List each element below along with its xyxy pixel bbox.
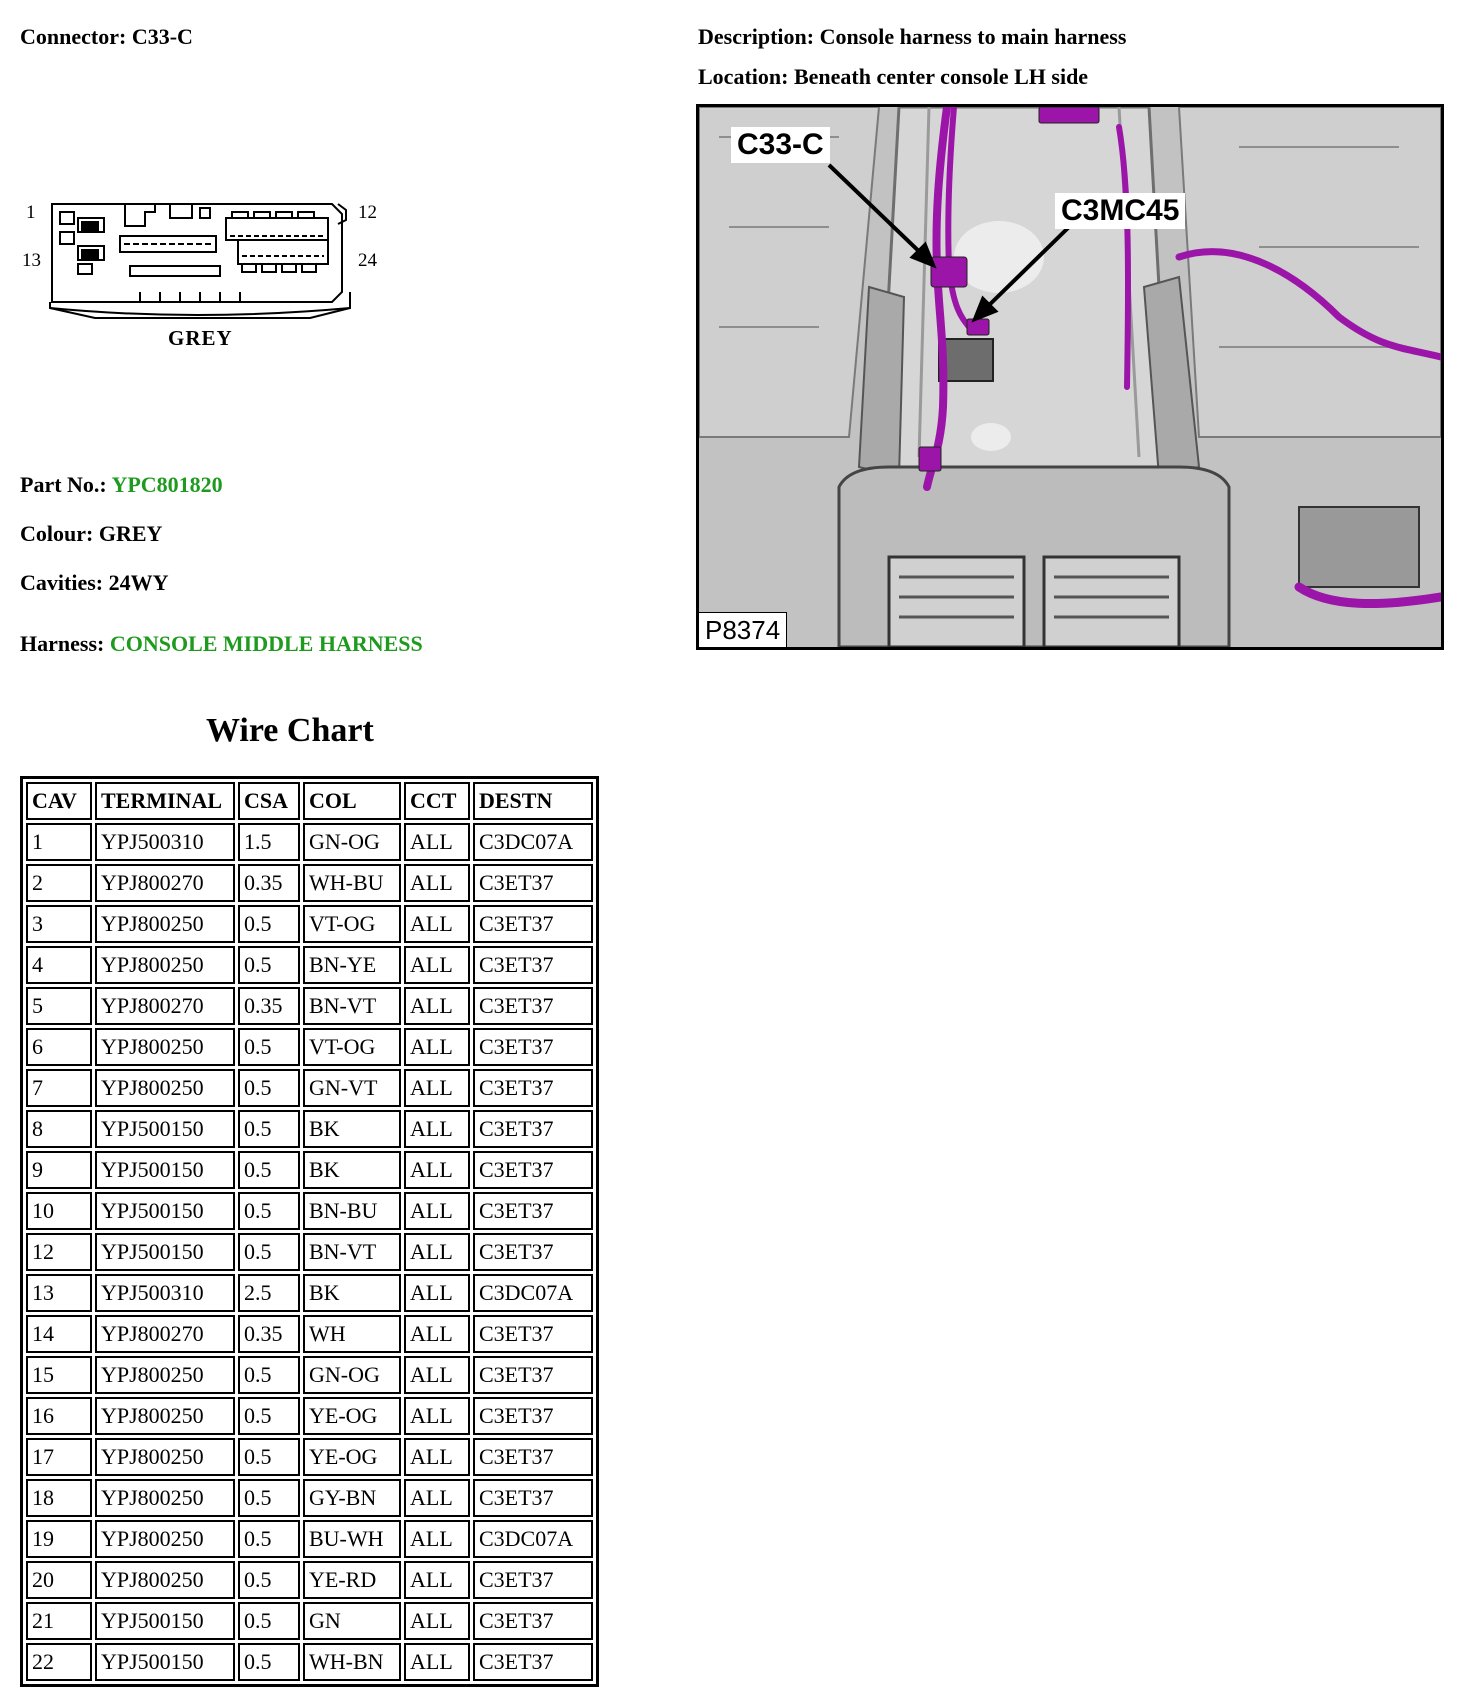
cell-destn: C3ET37	[473, 1643, 593, 1681]
cell-terminal: YPJ800250	[95, 905, 235, 943]
cell-cav: 2	[26, 864, 92, 902]
part-no-label: Part No.:	[20, 472, 107, 497]
wire-chart-body	[26, 823, 593, 1681]
cell-destn: C3DC07A	[473, 823, 593, 861]
cell-terminal: YPJ800250	[95, 1561, 235, 1599]
cell-terminal: YPJ800250	[95, 1397, 235, 1435]
cell-terminal: YPJ500150	[95, 1643, 235, 1681]
cell-cct: ALL	[404, 1233, 470, 1271]
callout-c3mc45: C3MC45	[1055, 193, 1185, 229]
cell-col: GN-OG	[303, 1356, 401, 1394]
cell-destn: C3ET37	[473, 1561, 593, 1599]
photo-reference-id: P8374	[699, 612, 787, 647]
cell-destn: C3ET37	[473, 1602, 593, 1640]
location-field	[698, 64, 1088, 90]
colour-value: GREY	[98, 521, 163, 546]
table-row	[26, 1520, 593, 1558]
pin-label-13: 13	[22, 250, 41, 271]
cell-col: BN-YE	[303, 946, 401, 984]
cell-cct: ALL	[404, 1151, 470, 1189]
cell-csa: 0.5	[238, 1602, 300, 1640]
cell-cav: 1	[26, 823, 92, 861]
table-row	[26, 1643, 593, 1681]
table-row	[26, 1069, 593, 1107]
location-photo	[696, 104, 1444, 650]
connector-value: C33-C	[131, 24, 193, 49]
table-row	[26, 1151, 593, 1189]
cell-csa: 0.35	[238, 864, 300, 902]
cell-cav: 9	[26, 1151, 92, 1189]
cell-destn: C3ET37	[473, 864, 593, 902]
cell-csa: 0.5	[238, 1233, 300, 1271]
cell-terminal: YPJ500150	[95, 1192, 235, 1230]
cell-csa: 0.5	[238, 1438, 300, 1476]
harness-field	[20, 631, 423, 657]
table-row	[26, 1028, 593, 1066]
cell-col: GN-OG	[303, 823, 401, 861]
harness-link[interactable]: CONSOLE MIDDLE HARNESS	[109, 631, 423, 656]
cell-cav: 5	[26, 987, 92, 1025]
cell-col: GN	[303, 1602, 401, 1640]
vehicle-floor-illustration	[699, 107, 1441, 647]
cell-cct: ALL	[404, 1069, 470, 1107]
cell-cct: ALL	[404, 1643, 470, 1681]
cell-csa: 0.5	[238, 905, 300, 943]
table-row	[26, 1192, 593, 1230]
cell-destn: C3ET37	[473, 987, 593, 1025]
cell-cct: ALL	[404, 1602, 470, 1640]
table-row	[26, 1397, 593, 1435]
cell-csa: 2.5	[238, 1274, 300, 1312]
cell-destn: C3ET37	[473, 1028, 593, 1066]
cell-cct: ALL	[404, 1274, 470, 1312]
cell-csa: 0.5	[238, 1520, 300, 1558]
cell-csa: 0.35	[238, 1315, 300, 1353]
cell-csa: 0.5	[238, 1028, 300, 1066]
wire-chart	[20, 776, 599, 1687]
description-value: Console harness to main harness	[819, 24, 1127, 49]
cell-cct: ALL	[404, 823, 470, 861]
cell-terminal: YPJ800250	[95, 1069, 235, 1107]
cell-col: BN-VT	[303, 1233, 401, 1271]
cell-cct: ALL	[404, 864, 470, 902]
colour-field	[20, 521, 162, 547]
cell-terminal: YPJ500150	[95, 1602, 235, 1640]
cavities-label: Cavities:	[20, 570, 104, 595]
cell-destn: C3ET37	[473, 1315, 593, 1353]
description-label: Description:	[698, 24, 815, 49]
cell-cct: ALL	[404, 1520, 470, 1558]
cell-cav: 3	[26, 905, 92, 943]
cell-csa: 0.35	[238, 987, 300, 1025]
cell-terminal: YPJ800250	[95, 946, 235, 984]
table-row	[26, 1438, 593, 1476]
cell-csa: 0.5	[238, 1069, 300, 1107]
table-row	[26, 987, 593, 1025]
cell-terminal: YPJ800270	[95, 1315, 235, 1353]
cell-cct: ALL	[404, 1479, 470, 1517]
column-header-terminal: TERMINAL	[95, 782, 235, 820]
cell-col: VT-OG	[303, 905, 401, 943]
cell-terminal: YPJ500150	[95, 1151, 235, 1189]
cell-cct: ALL	[404, 1110, 470, 1148]
cell-destn: C3ET37	[473, 946, 593, 984]
cell-terminal: YPJ500310	[95, 1274, 235, 1312]
cell-cct: ALL	[404, 1356, 470, 1394]
cell-terminal: YPJ500150	[95, 1233, 235, 1271]
cell-cav: 4	[26, 946, 92, 984]
cell-destn: C3ET37	[473, 1438, 593, 1476]
cell-cav: 18	[26, 1479, 92, 1517]
column-header-csa: CSA	[238, 782, 300, 820]
cell-cct: ALL	[404, 905, 470, 943]
cell-destn: C3ET37	[473, 1356, 593, 1394]
cell-cav: 16	[26, 1397, 92, 1435]
cell-col: BK	[303, 1110, 401, 1148]
cavities-field	[20, 570, 168, 596]
colour-label: Colour:	[20, 521, 94, 546]
cell-col: WH-BU	[303, 864, 401, 902]
cell-csa: 0.5	[238, 1192, 300, 1230]
cell-cav: 6	[26, 1028, 92, 1066]
cell-cav: 14	[26, 1315, 92, 1353]
cell-csa: 0.5	[238, 1561, 300, 1599]
table-row	[26, 1110, 593, 1148]
cell-col: VT-OG	[303, 1028, 401, 1066]
location-label: Location:	[698, 64, 789, 89]
cell-col: BN-VT	[303, 987, 401, 1025]
description-field	[698, 24, 1126, 50]
cell-csa: 0.5	[238, 1397, 300, 1435]
cavities-value: 24WY	[108, 570, 169, 595]
table-row	[26, 1233, 593, 1271]
table-row	[26, 1479, 593, 1517]
cell-terminal: YPJ800270	[95, 987, 235, 1025]
cell-cav: 21	[26, 1602, 92, 1640]
cell-terminal: YPJ800270	[95, 864, 235, 902]
part-no-link[interactable]: YPC801820	[111, 472, 223, 497]
cell-destn: C3ET37	[473, 1479, 593, 1517]
cell-col: YE-RD	[303, 1561, 401, 1599]
cell-destn: C3ET37	[473, 1233, 593, 1271]
cell-cct: ALL	[404, 1561, 470, 1599]
cell-cct: ALL	[404, 1192, 470, 1230]
location-value: Beneath center console LH side	[793, 64, 1089, 89]
cell-col: YE-OG	[303, 1438, 401, 1476]
connector-color-label: GREY	[168, 326, 233, 350]
cell-cav: 13	[26, 1274, 92, 1312]
cell-destn: C3ET37	[473, 1110, 593, 1148]
harness-label: Harness:	[20, 631, 105, 656]
connector-diagram	[20, 196, 390, 356]
cell-terminal: YPJ800250	[95, 1438, 235, 1476]
cell-cav: 7	[26, 1069, 92, 1107]
column-header-col: COL	[303, 782, 401, 820]
pin-label-12: 12	[358, 202, 377, 223]
cell-csa: 0.5	[238, 1110, 300, 1148]
table-row	[26, 823, 593, 861]
cell-cav: 19	[26, 1520, 92, 1558]
table-row	[26, 1315, 593, 1353]
wire-chart-header-row	[26, 782, 593, 820]
table-row	[26, 905, 593, 943]
cell-col: WH	[303, 1315, 401, 1353]
cell-cct: ALL	[404, 946, 470, 984]
column-header-destn: DESTN	[473, 782, 593, 820]
cell-destn: C3ET37	[473, 1397, 593, 1435]
cell-csa: 0.5	[238, 946, 300, 984]
cell-terminal: YPJ800250	[95, 1479, 235, 1517]
cell-destn: C3ET37	[473, 1069, 593, 1107]
cell-cct: ALL	[404, 1028, 470, 1066]
cell-csa: 0.5	[238, 1356, 300, 1394]
callout-c33-c: C33-C	[731, 127, 830, 163]
wire-chart-table	[20, 776, 599, 1687]
pin-label-1: 1	[26, 202, 36, 223]
cell-destn: C3DC07A	[473, 1520, 593, 1558]
cell-destn: C3DC07A	[473, 1274, 593, 1312]
cell-terminal: YPJ500150	[95, 1110, 235, 1148]
part-no-field	[20, 472, 223, 498]
cell-terminal: YPJ500310	[95, 823, 235, 861]
cell-cct: ALL	[404, 987, 470, 1025]
cell-cav: 22	[26, 1643, 92, 1681]
cell-destn: C3ET37	[473, 1151, 593, 1189]
cell-col: GN-VT	[303, 1069, 401, 1107]
cell-cct: ALL	[404, 1315, 470, 1353]
cell-terminal: YPJ800250	[95, 1520, 235, 1558]
cell-col: BK	[303, 1151, 401, 1189]
cell-terminal: YPJ800250	[95, 1356, 235, 1394]
wire-chart-title: Wire Chart	[206, 712, 374, 749]
table-row	[26, 864, 593, 902]
cell-terminal: YPJ800250	[95, 1028, 235, 1066]
cell-col: BK	[303, 1274, 401, 1312]
cell-cct: ALL	[404, 1438, 470, 1476]
cell-csa: 0.5	[238, 1151, 300, 1189]
cell-col: YE-OG	[303, 1397, 401, 1435]
cell-cav: 17	[26, 1438, 92, 1476]
cell-destn: C3ET37	[473, 905, 593, 943]
cell-col: GY-BN	[303, 1479, 401, 1517]
table-row	[26, 1602, 593, 1640]
cell-cav: 8	[26, 1110, 92, 1148]
cell-csa: 0.5	[238, 1643, 300, 1681]
connector-label: Connector:	[20, 24, 127, 49]
cell-cav: 15	[26, 1356, 92, 1394]
cell-cct: ALL	[404, 1397, 470, 1435]
cell-col: WH-BN	[303, 1643, 401, 1681]
table-row	[26, 946, 593, 984]
cell-csa: 0.5	[238, 1479, 300, 1517]
connector-field	[20, 24, 193, 50]
cell-cav: 12	[26, 1233, 92, 1271]
cell-csa: 1.5	[238, 823, 300, 861]
pin-label-24: 24	[358, 250, 377, 271]
column-header-cct: CCT	[404, 782, 470, 820]
column-header-cav: CAV	[26, 782, 92, 820]
table-row	[26, 1356, 593, 1394]
table-row	[26, 1274, 593, 1312]
cell-destn: C3ET37	[473, 1192, 593, 1230]
cell-col: BU-WH	[303, 1520, 401, 1558]
table-row	[26, 1561, 593, 1599]
cell-cav: 10	[26, 1192, 92, 1230]
cell-col: BN-BU	[303, 1192, 401, 1230]
cell-cav: 20	[26, 1561, 92, 1599]
